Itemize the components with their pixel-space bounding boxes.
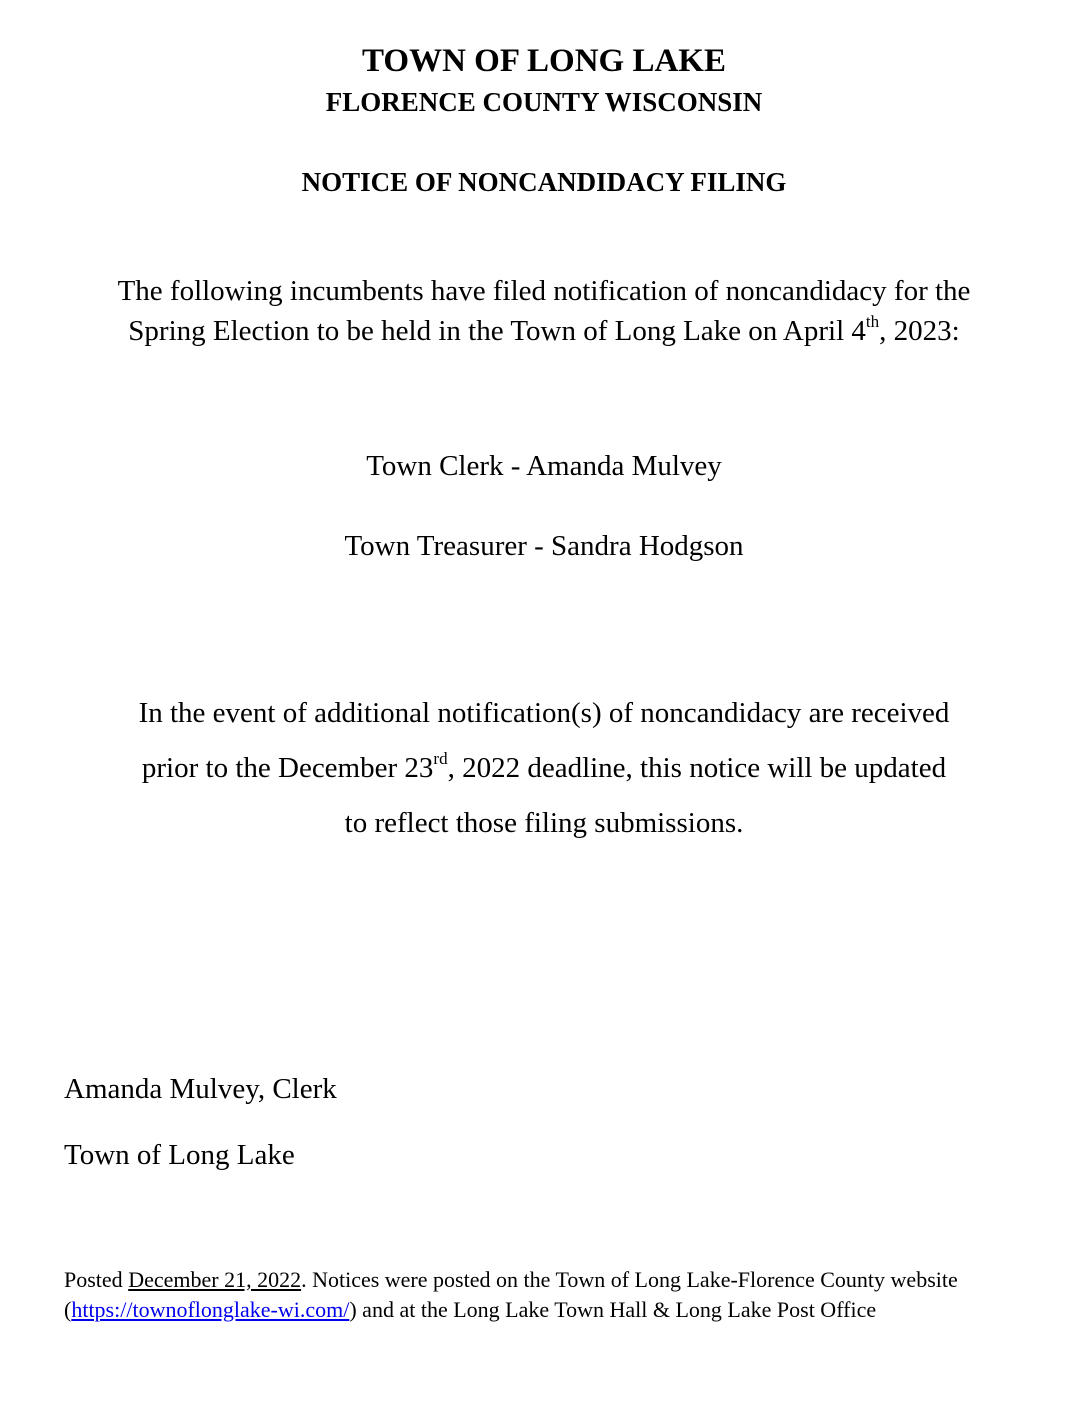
event-line-3: to reflect those filing submissions.: [344, 807, 744, 839]
posting-footer: [64, 1265, 1024, 1325]
intro-line-2: [0, 311, 1088, 351]
intro-line-1: The following incumbents have filed notification of noncandidacy for the: [117, 275, 971, 307]
posted-date: December 21, 2022: [128, 1267, 302, 1292]
intro-line-2-end: , 2023:: [879, 315, 960, 347]
footer-text-2: ) and at the Long Lake Town Hall & Long Lake Post Office: [349, 1297, 877, 1322]
posted-label: Posted: [64, 1267, 123, 1292]
office-clerk: Town Clerk - Amanda Mulvey: [366, 450, 722, 482]
town-heading: TOWN OF LONG LAKE: [362, 43, 726, 79]
event-line-2: [0, 741, 1088, 796]
county-heading: FLORENCE COUNTY WISCONSIN: [325, 87, 763, 117]
intro-line-2-text: Spring Election to be held in the Town of Long Lake on April 4: [128, 315, 866, 347]
event-line-2-text: prior to the December 23: [141, 752, 434, 784]
signature-name: Amanda Mulvey, Clerk: [64, 1073, 337, 1105]
website-link[interactable]: https://townoflonglake-wi.com/: [71, 1297, 350, 1322]
office-treasurer: Town Treasurer - Sandra Hodgson: [344, 530, 744, 562]
notice-title: NOTICE OF NONCANDIDACY FILING: [301, 167, 787, 197]
event-ordinal: rd: [433, 749, 448, 769]
event-line-2-end: , 2022 deadline, this notice will be updated: [447, 752, 947, 784]
intro-ordinal: th: [865, 312, 880, 332]
event-line-1: In the event of additional notification(s) of noncandidacy are received: [138, 697, 950, 729]
signature-org: Town of Long Lake: [64, 1139, 295, 1171]
intro-paragraph: [0, 271, 1088, 351]
event-paragraph: [0, 686, 1088, 851]
footer-text-1: . Notices were posted on the Town of Long Lake-Florence County website (: [64, 1267, 958, 1322]
